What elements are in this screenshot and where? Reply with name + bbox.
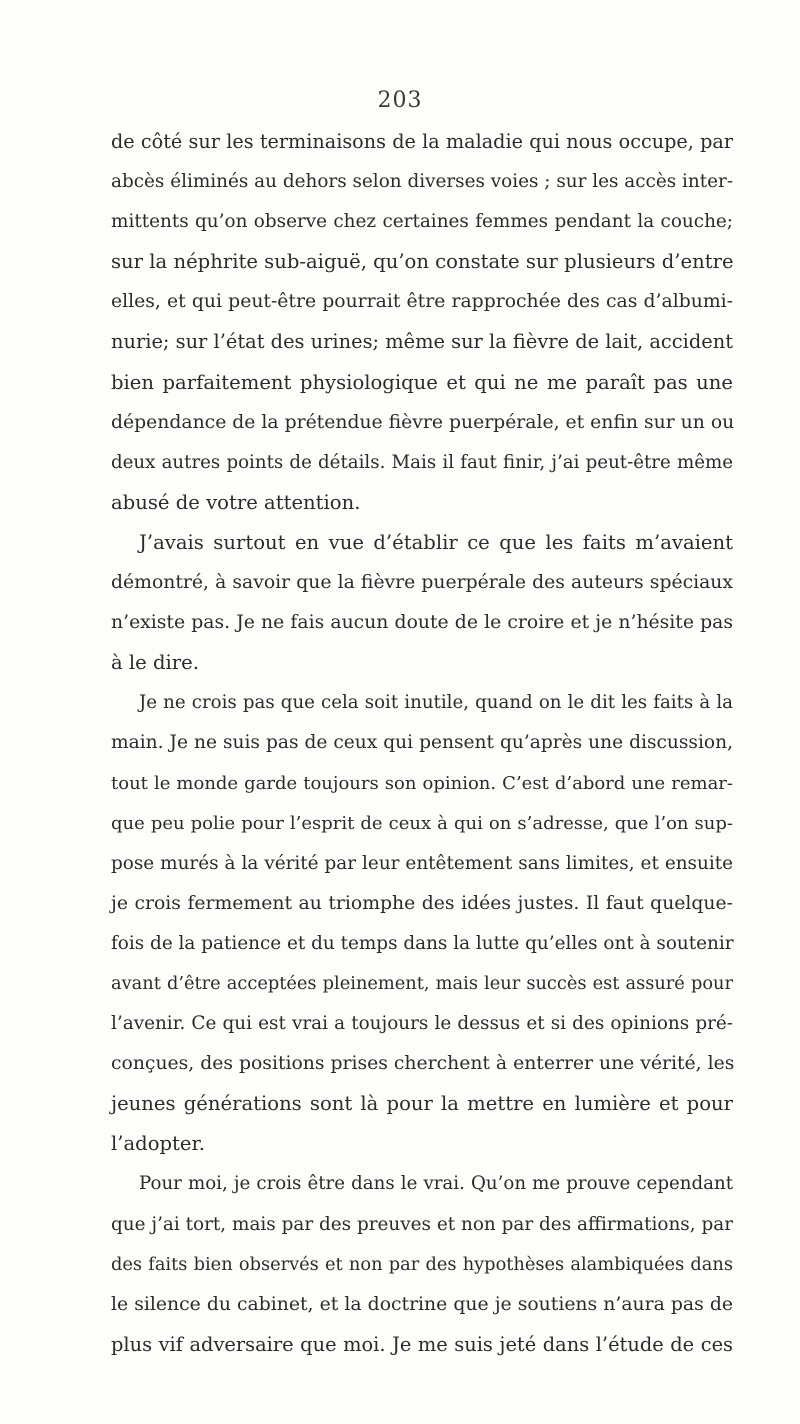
text-line: des faits bien observés et non par des hypothèses alambiquées dans: [111, 1253, 733, 1275]
text-line: main. Je ne suis pas de ceux qui pensent qu’après une discussion,: [111, 732, 733, 754]
text-line: Pour moi, je crois être dans le vrai. Qu’on me prouve cependant: [139, 1173, 733, 1195]
text-line: bien parfaitement physiologique et qui ne me paraît pas une: [111, 370, 733, 394]
text-line: jeunes générations sont là pour la mettre en lumière et pour: [111, 1092, 733, 1116]
text-line: mittents qu’on observe chez certaines femmes pendant la couche;: [111, 211, 733, 233]
text-line: deux autres points de détails. Mais il faut finir, j’ai peut-être même: [111, 451, 733, 473]
text-line: de côté sur les terminaisons de la maladie qui nous occupe, par: [111, 130, 733, 153]
text-line: que peu polie pour l’esprit de ceux à qui on s’adresse, que l’on sup-: [111, 812, 733, 834]
text-line: l’adopter.: [111, 1132, 205, 1156]
text-line: elles, et qui peut-être pourrait être rapprochée des cas d’albumi-: [111, 291, 733, 313]
text-line: J’avais surtout en vue d’établir ce que les faits m’avaient: [139, 530, 733, 554]
text-line: avant d’être acceptées pleinement, mais leur succès est assuré pour: [111, 972, 733, 994]
page-number: 203: [377, 88, 423, 113]
body-text: [111, 122, 733, 1365]
text-line: que j’ai tort, mais par des preuves et non par des affirmations, par: [111, 1213, 733, 1235]
text-line: le silence du cabinet, et la doctrine que je soutiens n’aura pas de: [111, 1293, 733, 1315]
text-line: plus vif adversaire que moi. Je me suis jeté dans l’étude de ces: [111, 1332, 733, 1356]
text-line: je crois fermement au triomphe des idées justes. Il faut quelque-: [111, 892, 733, 914]
text-line: abcès éliminés au dehors selon diverses voies ; sur les accès inter-: [111, 171, 734, 193]
text-line: sur la néphrite sub-aiguë, qu’on constate sur plusieurs d’entre: [111, 250, 734, 274]
text-line: démontré, à savoir que la fièvre puerpérale des auteurs spéciaux: [111, 572, 733, 594]
text-line: dépendance de la prétendue fièvre puerpérale, et enfin sur un ou: [111, 411, 735, 433]
text-line: abusé de votre attention.: [111, 490, 361, 514]
text-line: pose murés à la vérité par leur entêtement sans limites, et ensuite: [111, 852, 733, 874]
text-line: Je ne crois pas que cela soit inutile, quand on le dit les faits à la: [139, 692, 733, 714]
text-line: conçues, des positions prises cherchent à enterrer une vérité, les: [111, 1053, 735, 1075]
text-line: nurie; sur l’état des urines; même sur la fièvre de lait, accident: [111, 330, 733, 354]
text-line: l’avenir. Ce qui est vrai a toujours le dessus et si des opinions pré-: [111, 1013, 733, 1035]
text-line: tout le monde garde toujours son opinion. C’est d’abord une remar-: [111, 772, 733, 794]
text-line: à le dire.: [111, 651, 199, 675]
text-line: fois de la patience et du temps dans la lutte qu’elles ont à soutenir: [111, 932, 734, 954]
text-line: n’existe pas. Je ne fais aucun doute de le croire et je n’hésite pas: [111, 612, 733, 634]
